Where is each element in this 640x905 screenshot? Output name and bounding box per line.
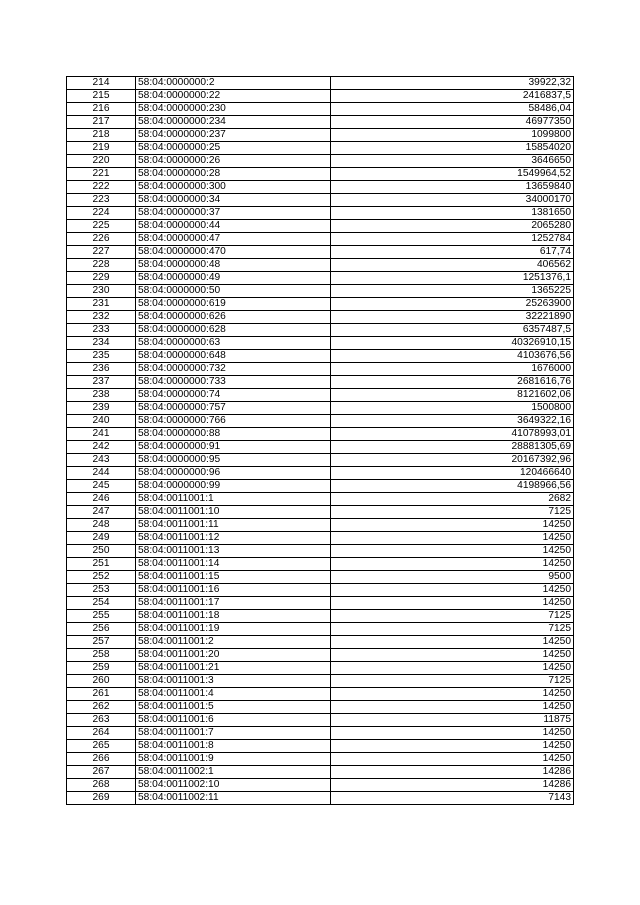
- table-row: [67, 441, 574, 454]
- row-number-cell: 222: [67, 181, 136, 194]
- cadastral-number-cell: 58:04:0011001:2: [136, 636, 331, 649]
- table-row: [67, 337, 574, 350]
- value-cell: 28881305,69: [331, 441, 574, 454]
- cadastral-number-cell: 58:04:0000000:49: [136, 272, 331, 285]
- row-number-cell: 258: [67, 649, 136, 662]
- table-row: [67, 90, 574, 103]
- table-row: [67, 727, 574, 740]
- value-cell: 20167392,96: [331, 454, 574, 467]
- cadastral-number-cell: 58:04:0000000:44: [136, 220, 331, 233]
- data-table: [66, 76, 574, 805]
- value-cell: 58486,04: [331, 103, 574, 116]
- row-number-cell: 242: [67, 441, 136, 454]
- table-row: [67, 324, 574, 337]
- row-number-cell: 215: [67, 90, 136, 103]
- row-number-cell: 254: [67, 597, 136, 610]
- value-cell: 14250: [331, 636, 574, 649]
- row-number-cell: 218: [67, 129, 136, 142]
- table-row: [67, 142, 574, 155]
- value-cell: 7125: [331, 675, 574, 688]
- cadastral-number-cell: 58:04:0000000:230: [136, 103, 331, 116]
- table-row: [67, 753, 574, 766]
- value-cell: 1549964,52: [331, 168, 574, 181]
- value-cell: 3646650: [331, 155, 574, 168]
- row-number-cell: 247: [67, 506, 136, 519]
- row-number-cell: 224: [67, 207, 136, 220]
- cadastral-number-cell: 58:04:0011001:11: [136, 519, 331, 532]
- cadastral-number-cell: 58:04:0000000:37: [136, 207, 331, 220]
- value-cell: 406562: [331, 259, 574, 272]
- table-row: [67, 597, 574, 610]
- cadastral-number-cell: 58:04:0000000:470: [136, 246, 331, 259]
- table-row: [67, 103, 574, 116]
- table-row: [67, 519, 574, 532]
- row-number-cell: 237: [67, 376, 136, 389]
- table-row: [67, 402, 574, 415]
- cadastral-number-cell: 58:04:0000000:34: [136, 194, 331, 207]
- table-row: [67, 701, 574, 714]
- cadastral-number-cell: 58:04:0011001:20: [136, 649, 331, 662]
- cadastral-number-cell: 58:04:0000000:300: [136, 181, 331, 194]
- table-row: [67, 259, 574, 272]
- value-cell: 3649322,16: [331, 415, 574, 428]
- table-row: [67, 350, 574, 363]
- table-row: [67, 285, 574, 298]
- cadastral-number-cell: 58:04:0011002:10: [136, 779, 331, 792]
- cadastral-number-cell: 58:04:0011001:16: [136, 584, 331, 597]
- value-cell: 617,74: [331, 246, 574, 259]
- row-number-cell: 249: [67, 532, 136, 545]
- row-number-cell: 268: [67, 779, 136, 792]
- cadastral-number-cell: 58:04:0000000:26: [136, 155, 331, 168]
- cadastral-number-cell: 58:04:0011001:14: [136, 558, 331, 571]
- table-row: [67, 675, 574, 688]
- cadastral-number-cell: 58:04:0011001:13: [136, 545, 331, 558]
- value-cell: 14250: [331, 649, 574, 662]
- table-row: [67, 220, 574, 233]
- cadastral-number-cell: 58:04:0000000:47: [136, 233, 331, 246]
- table-row: [67, 454, 574, 467]
- cadastral-number-cell: 58:04:0000000:50: [136, 285, 331, 298]
- row-number-cell: 262: [67, 701, 136, 714]
- value-cell: 14250: [331, 597, 574, 610]
- value-cell: 14250: [331, 545, 574, 558]
- value-cell: 14286: [331, 779, 574, 792]
- row-number-cell: 233: [67, 324, 136, 337]
- cadastral-number-cell: 58:04:0000000:757: [136, 402, 331, 415]
- row-number-cell: 248: [67, 519, 136, 532]
- value-cell: 120466640: [331, 467, 574, 480]
- table-row: [67, 766, 574, 779]
- cadastral-number-cell: 58:04:0000000:28: [136, 168, 331, 181]
- row-number-cell: 219: [67, 142, 136, 155]
- row-number-cell: 259: [67, 662, 136, 675]
- row-number-cell: 235: [67, 350, 136, 363]
- row-number-cell: 221: [67, 168, 136, 181]
- value-cell: 14286: [331, 766, 574, 779]
- table-row: [67, 77, 574, 90]
- value-cell: 7125: [331, 506, 574, 519]
- cadastral-number-cell: 58:04:0011001:18: [136, 610, 331, 623]
- value-cell: 6357487,5: [331, 324, 574, 337]
- row-number-cell: 238: [67, 389, 136, 402]
- cadastral-number-cell: 58:04:0011001:3: [136, 675, 331, 688]
- table-row: [67, 155, 574, 168]
- row-number-cell: 265: [67, 740, 136, 753]
- cadastral-number-cell: 58:04:0011001:17: [136, 597, 331, 610]
- cadastral-number-cell: 58:04:0000000:237: [136, 129, 331, 142]
- cadastral-number-cell: 58:04:0011001:19: [136, 623, 331, 636]
- value-cell: 2416837,5: [331, 90, 574, 103]
- value-cell: 1099800: [331, 129, 574, 142]
- table-row: [67, 467, 574, 480]
- cadastral-number-cell: 58:04:0011001:12: [136, 532, 331, 545]
- table-row: [67, 506, 574, 519]
- row-number-cell: 226: [67, 233, 136, 246]
- value-cell: 7125: [331, 623, 574, 636]
- table-row: [67, 714, 574, 727]
- row-number-cell: 230: [67, 285, 136, 298]
- table-row: [67, 688, 574, 701]
- table-row: [67, 116, 574, 129]
- table-row: [67, 376, 574, 389]
- value-cell: 14250: [331, 727, 574, 740]
- table-row: [67, 272, 574, 285]
- table-row: [67, 740, 574, 753]
- cadastral-number-cell: 58:04:0011001:15: [136, 571, 331, 584]
- row-number-cell: 232: [67, 311, 136, 324]
- row-number-cell: 240: [67, 415, 136, 428]
- cadastral-number-cell: 58:04:0011002:1: [136, 766, 331, 779]
- row-number-cell: 246: [67, 493, 136, 506]
- table-row: [67, 623, 574, 636]
- value-cell: 1252784: [331, 233, 574, 246]
- table-row: [67, 168, 574, 181]
- table-body: [67, 77, 574, 805]
- row-number-cell: 267: [67, 766, 136, 779]
- value-cell: 14250: [331, 558, 574, 571]
- value-cell: 2682: [331, 493, 574, 506]
- cadastral-number-cell: 58:04:0011001:6: [136, 714, 331, 727]
- value-cell: 14250: [331, 701, 574, 714]
- row-number-cell: 250: [67, 545, 136, 558]
- cadastral-number-cell: 58:04:0000000:91: [136, 441, 331, 454]
- row-number-cell: 244: [67, 467, 136, 480]
- cadastral-number-cell: 58:04:0000000:48: [136, 259, 331, 272]
- value-cell: 14250: [331, 532, 574, 545]
- cadastral-number-cell: 58:04:0000000:25: [136, 142, 331, 155]
- value-cell: 14250: [331, 688, 574, 701]
- value-cell: 40326910,15: [331, 337, 574, 350]
- table-row: [67, 363, 574, 376]
- row-number-cell: 269: [67, 792, 136, 805]
- table-row: [67, 545, 574, 558]
- value-cell: 1500800: [331, 402, 574, 415]
- cadastral-number-cell: 58:04:0000000:99: [136, 480, 331, 493]
- row-number-cell: 217: [67, 116, 136, 129]
- value-cell: 46977350: [331, 116, 574, 129]
- table-row: [67, 480, 574, 493]
- row-number-cell: 266: [67, 753, 136, 766]
- table-row: [67, 181, 574, 194]
- table-row: [67, 610, 574, 623]
- value-cell: 13659840: [331, 181, 574, 194]
- row-number-cell: 236: [67, 363, 136, 376]
- table-row: [67, 558, 574, 571]
- value-cell: 4198966,56: [331, 480, 574, 493]
- cadastral-number-cell: 58:04:0011001:1: [136, 493, 331, 506]
- value-cell: 4103676,56: [331, 350, 574, 363]
- cadastral-number-cell: 58:04:0000000:732: [136, 363, 331, 376]
- row-number-cell: 241: [67, 428, 136, 441]
- row-number-cell: 253: [67, 584, 136, 597]
- table-row: [67, 129, 574, 142]
- table-row: [67, 636, 574, 649]
- table-row: [67, 207, 574, 220]
- table-row: [67, 389, 574, 402]
- table-row: [67, 311, 574, 324]
- cadastral-number-cell: 58:04:0011001:5: [136, 701, 331, 714]
- value-cell: 1381650: [331, 207, 574, 220]
- value-cell: 32221890: [331, 311, 574, 324]
- value-cell: 14250: [331, 662, 574, 675]
- row-number-cell: 260: [67, 675, 136, 688]
- cadastral-number-cell: 58:04:0000000:88: [136, 428, 331, 441]
- value-cell: 7143: [331, 792, 574, 805]
- table-row: [67, 246, 574, 259]
- value-cell: 7125: [331, 610, 574, 623]
- value-cell: 1365225: [331, 285, 574, 298]
- value-cell: 14250: [331, 740, 574, 753]
- value-cell: 25263900: [331, 298, 574, 311]
- row-number-cell: 223: [67, 194, 136, 207]
- value-cell: 9500: [331, 571, 574, 584]
- row-number-cell: 239: [67, 402, 136, 415]
- cadastral-number-cell: 58:04:0000000:648: [136, 350, 331, 363]
- cadastral-number-cell: 58:04:0000000:95: [136, 454, 331, 467]
- table-row: [67, 233, 574, 246]
- value-cell: 2681616,76: [331, 376, 574, 389]
- table-row: [67, 298, 574, 311]
- row-number-cell: 263: [67, 714, 136, 727]
- cadastral-number-cell: 58:04:0011001:8: [136, 740, 331, 753]
- table-row: [67, 532, 574, 545]
- value-cell: 1251376,1: [331, 272, 574, 285]
- table-row: [67, 194, 574, 207]
- value-cell: 41078993,01: [331, 428, 574, 441]
- row-number-cell: 227: [67, 246, 136, 259]
- row-number-cell: 234: [67, 337, 136, 350]
- row-number-cell: 220: [67, 155, 136, 168]
- value-cell: 11875: [331, 714, 574, 727]
- row-number-cell: 229: [67, 272, 136, 285]
- table-row: [67, 584, 574, 597]
- value-cell: 34000170: [331, 194, 574, 207]
- row-number-cell: 216: [67, 103, 136, 116]
- table-row: [67, 662, 574, 675]
- cadastral-number-cell: 58:04:0000000:626: [136, 311, 331, 324]
- table-row: [67, 779, 574, 792]
- cadastral-number-cell: 58:04:0000000:63: [136, 337, 331, 350]
- table-row: [67, 493, 574, 506]
- cadastral-number-cell: 58:04:0000000:96: [136, 467, 331, 480]
- row-number-cell: 214: [67, 77, 136, 90]
- row-number-cell: 255: [67, 610, 136, 623]
- row-number-cell: 245: [67, 480, 136, 493]
- row-number-cell: 264: [67, 727, 136, 740]
- cadastral-number-cell: 58:04:0011002:11: [136, 792, 331, 805]
- cadastral-number-cell: 58:04:0011001:9: [136, 753, 331, 766]
- row-number-cell: 261: [67, 688, 136, 701]
- table-row: [67, 649, 574, 662]
- row-number-cell: 257: [67, 636, 136, 649]
- value-cell: 39922,32: [331, 77, 574, 90]
- table-row: [67, 792, 574, 805]
- cadastral-number-cell: 58:04:0011001:4: [136, 688, 331, 701]
- cadastral-number-cell: 58:04:0000000:766: [136, 415, 331, 428]
- value-cell: 14250: [331, 753, 574, 766]
- row-number-cell: 228: [67, 259, 136, 272]
- cadastral-number-cell: 58:04:0011001:21: [136, 662, 331, 675]
- value-cell: 14250: [331, 519, 574, 532]
- row-number-cell: 231: [67, 298, 136, 311]
- value-cell: 15854020: [331, 142, 574, 155]
- value-cell: 8121602,06: [331, 389, 574, 402]
- cadastral-number-cell: 58:04:0000000:22: [136, 90, 331, 103]
- cadastral-number-cell: 58:04:0000000:234: [136, 116, 331, 129]
- cadastral-number-cell: 58:04:0000000:74: [136, 389, 331, 402]
- value-cell: 14250: [331, 584, 574, 597]
- cadastral-number-cell: 58:04:0011001:7: [136, 727, 331, 740]
- row-number-cell: 252: [67, 571, 136, 584]
- value-cell: 1676000: [331, 363, 574, 376]
- table-row: [67, 571, 574, 584]
- row-number-cell: 256: [67, 623, 136, 636]
- row-number-cell: 251: [67, 558, 136, 571]
- row-number-cell: 243: [67, 454, 136, 467]
- value-cell: 2065280: [331, 220, 574, 233]
- cadastral-number-cell: 58:04:0000000:2: [136, 77, 331, 90]
- cadastral-number-cell: 58:04:0000000:619: [136, 298, 331, 311]
- cadastral-number-cell: 58:04:0000000:733: [136, 376, 331, 389]
- cadastral-number-cell: 58:04:0011001:10: [136, 506, 331, 519]
- row-number-cell: 225: [67, 220, 136, 233]
- table-row: [67, 428, 574, 441]
- cadastral-number-cell: 58:04:0000000:628: [136, 324, 331, 337]
- table-row: [67, 415, 574, 428]
